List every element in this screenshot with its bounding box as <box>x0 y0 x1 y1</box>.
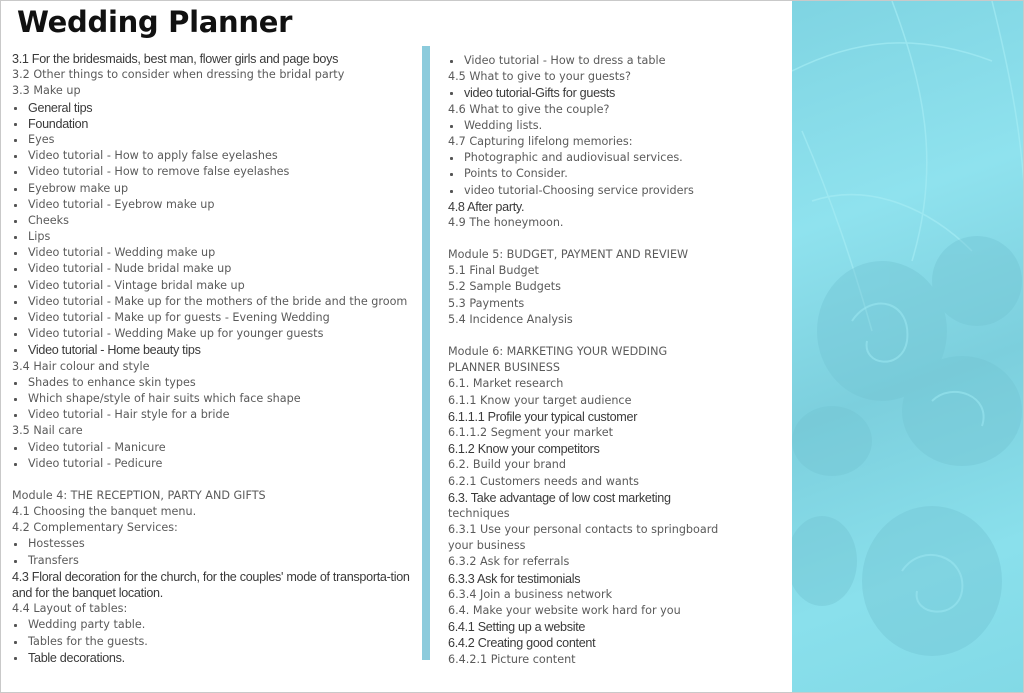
outline-bullet-item: Video tutorial - Eyebrow make up <box>12 197 417 213</box>
outline-section-item: 6.3.3 Ask for testimonials <box>448 571 581 586</box>
outline-section-item: 4.5 What to give to your guests? <box>448 70 631 84</box>
outline-bullet-item: Video tutorial - Make up for guests - Evening Wedding <box>12 310 417 326</box>
outline-section-item: 6.1.1 Know your target audience <box>448 393 632 407</box>
outline-section-item: 4.8 After party. <box>448 199 525 214</box>
outline-bullet-item: Photographic and audiovisual services. <box>448 150 748 166</box>
outline-bullet-item: General tips <box>12 100 417 116</box>
outline-section-item: 6.4.2.1 Picture content <box>448 652 576 666</box>
outline-section-item: 6.3.1 Use your personal contacts to springboard <box>448 523 719 537</box>
outline-bullet-item: Video tutorial - Wedding make up <box>12 245 417 261</box>
outline-section-item: 4.2 Complementary Services: <box>12 521 178 535</box>
outline-bullet-item: Hostesses <box>12 536 417 552</box>
outline-section-item: 6.1.1.2 Segment your market <box>448 425 614 439</box>
page-title: Wedding Planner <box>17 5 293 39</box>
outline-section-item: 6.3. Take advantage of low cost marketing <box>448 490 671 505</box>
outline-bullet-item: video tutorial-Gifts for guests <box>448 85 748 101</box>
outline-bullet-item: Video tutorial - Hair style for a bride <box>12 407 417 423</box>
outline-bullet-item: Video tutorial - Vintage bridal make up <box>12 278 417 294</box>
left-column-outline <box>12 51 417 666</box>
right-column-outline <box>448 53 748 668</box>
module-heading: Module 4: THE RECEPTION, PARTY AND GIFTS <box>12 488 266 502</box>
outline-section-item: 6.1. Market research <box>448 377 564 391</box>
outline-section-item: 6.1.2 Know your competitors <box>448 442 600 457</box>
outline-section-item: 6.4.1 Setting up a website <box>448 620 586 635</box>
outline-bullet-item: Foundation <box>12 116 417 132</box>
outline-bullet-item: Video tutorial - How to dress a table <box>448 53 748 69</box>
outline-bullet-item: Wedding lists. <box>448 118 748 134</box>
outline-section-item: 6.4.2 Creating good content <box>448 636 596 651</box>
decorative-floral-image <box>792 1 1024 693</box>
outline-section-item: 6.3.4 Join a business network <box>448 587 613 601</box>
outline-bullet-item: Video tutorial - Manicure <box>12 440 417 456</box>
outline-section-item: your business <box>448 539 526 553</box>
outline-section-item: 4.4 Layout of tables: <box>12 602 128 616</box>
outline-section-item: 5.3 Payments <box>448 296 525 310</box>
outline-bullet-item: Video tutorial - Wedding Make up for younger guests <box>12 326 417 342</box>
column-divider-bar <box>422 46 430 660</box>
outline-section-item: 3.3 Make up <box>12 84 81 98</box>
outline-bullet-item: Transfers <box>12 553 417 569</box>
outline-section-item: 3.2 Other things to consider when dressing the bridal party <box>12 68 345 82</box>
outline-section-item: 6.2. Build your brand <box>448 458 567 472</box>
outline-bullet-item: Wedding party table. <box>12 617 417 633</box>
outline-bullet-item: Eyes <box>12 132 417 148</box>
outline-section-item: 3.5 Nail care <box>12 424 83 438</box>
outline-bullet-item: Video tutorial - Home beauty tips <box>12 342 417 358</box>
outline-section-item: 6.4. Make your website work hard for you <box>448 604 681 617</box>
outline-section-item: 4.9 The honeymoon. <box>448 215 564 229</box>
outline-bullet-item: Cheeks <box>12 213 417 229</box>
outline-bullet-item: Tables for the guests. <box>12 634 417 650</box>
outline-section-item: 3.1 For the bridesmaids, best man, flower girls and page boys <box>12 52 339 66</box>
outline-section-item: 6.2.1 Customers needs and wants <box>448 474 640 488</box>
outline-bullet-item: Video tutorial - Nude bridal make up <box>12 261 417 277</box>
outline-section-item: 4.1 Choosing the banquet menu. <box>12 505 197 519</box>
outline-bullet-item: Video tutorial - How to apply false eyelashes <box>12 148 417 164</box>
outline-bullet-item: Video tutorial - How to remove false eyelashes <box>12 164 417 180</box>
outline-section-item: 5.2 Sample Budgets <box>448 280 561 294</box>
outline-section-item: 3.4 Hair colour and style <box>12 359 150 373</box>
outline-section-item: PLANNER BUSINESS <box>448 361 560 375</box>
floral-illustration-icon <box>792 1 1024 693</box>
outline-bullet-item: Video tutorial - Make up for the mothers of the bride and the groom <box>12 294 417 310</box>
module-heading: Module 6: MARKETING YOUR WEDDING <box>448 345 668 358</box>
module-heading: Module 5: BUDGET, PAYMENT AND REVIEW <box>448 248 689 262</box>
outline-section-item: 4.3 Floral decoration for the church, for the couples' mode of transporta-tion and for the banquet location. <box>12 569 410 601</box>
outline-section-item: 6.1.1.1 Profile your typical customer <box>448 409 638 424</box>
outline-bullet-item: Video tutorial - Pedicure <box>12 456 417 472</box>
outline-bullet-item: video tutorial-Choosing service providers <box>448 183 748 199</box>
outline-bullet-item: Eyebrow make up <box>12 181 417 197</box>
outline-section-item: 4.6 What to give the couple? <box>448 102 610 116</box>
outline-section-item: 5.1 Final Budget <box>448 264 539 278</box>
outline-section-item: techniques <box>448 506 510 520</box>
outline-section-item: 6.3.2 Ask for referrals <box>448 555 570 569</box>
outline-bullet-item: Points to Consider. <box>448 166 748 182</box>
outline-bullet-item: Which shape/style of hair suits which face shape <box>12 391 417 407</box>
outline-bullet-item: Table decorations. <box>12 650 417 666</box>
outline-section-item: 5.4 Incidence Analysis <box>448 312 573 326</box>
outline-section-item: 4.7 Capturing lifelong memories: <box>448 134 633 148</box>
outline-bullet-item: Lips <box>12 229 417 245</box>
outline-bullet-item: Shades to enhance skin types <box>12 375 417 391</box>
